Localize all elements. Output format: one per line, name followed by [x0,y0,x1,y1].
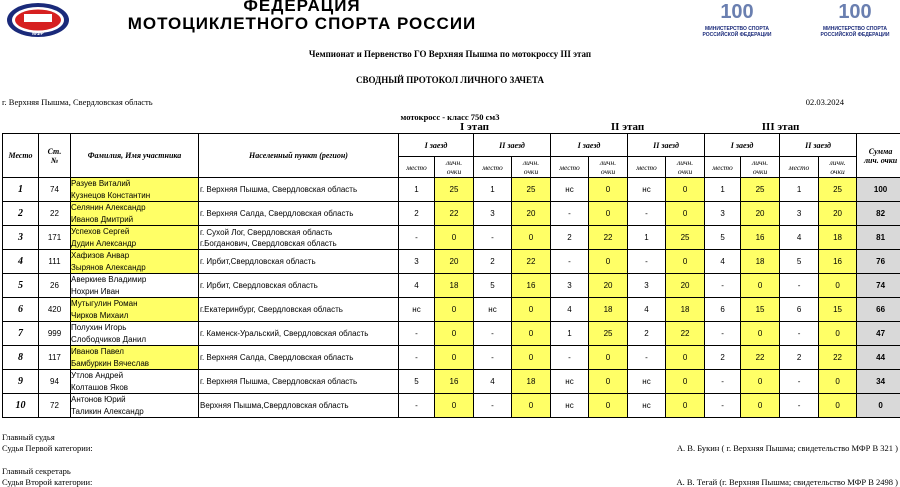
position-cell: 6 [780,298,819,322]
col-points-line-1: личн. [676,158,694,167]
event-city: г. Верхняя Пышма, Свердловская область [2,97,153,107]
position-cell: 3 [474,202,512,226]
total-points-cell: 66 [857,298,900,322]
col-position-header: место [705,157,741,178]
col-town-header: Населенный пункт (регион) [199,134,399,178]
logo-100-caption-2: РОССИЙСКОЙ ФЕДЕРАЦИИ [702,32,772,38]
start-number-cell: 111 [39,250,71,274]
col-name-header: Фамилия, Имя участника [71,134,199,178]
judge-title: Главный судья [2,432,55,442]
points-cell: 15 [819,298,857,322]
position-cell: 1 [551,322,589,346]
start-number-cell: 117 [39,346,71,370]
points-cell: 18 [589,298,628,322]
judge-name: А. В. Букин ( г. Верхняя Пышма; свидетельство МФР В 321 ) [676,443,898,453]
col-start-line-2: № [50,155,59,165]
position-cell: - [705,370,741,394]
logo-left-text: МФР [32,31,44,37]
points-cell: 0 [666,346,705,370]
participant-name: Слободчиков Данил [71,334,147,344]
federation-line-1: ФЕДЕРАЦИЯ [243,0,361,15]
participant-names-cell [71,322,199,346]
position-cell: 1 [780,178,819,202]
town-cell: г. Верхняя Пышма, Свердловская область [199,370,399,394]
table-row [3,322,900,346]
points-cell: 0 [741,274,780,298]
position-cell: 3 [780,202,819,226]
points-cell: 16 [435,370,474,394]
points-cell: 18 [741,250,780,274]
position-cell: 1 [399,178,435,202]
col-points-line-2: очки [677,167,693,176]
start-number-cell: 999 [39,322,71,346]
points-cell: 0 [741,370,780,394]
mfr-logo [6,2,70,38]
position-cell: 5 [399,370,435,394]
table-row [3,346,900,370]
logo-100-number: 100 [720,1,754,23]
points-cell: 0 [512,322,551,346]
position-cell: 5 [705,226,741,250]
participant-names-cell [71,250,199,274]
participant-names-cell [71,226,199,250]
col-points-header [512,157,551,178]
points-cell: 0 [435,394,474,418]
points-cell: 22 [741,346,780,370]
col-place-header: Место [3,134,39,178]
position-cell: нс [474,298,512,322]
participant-name: Иванов Дмитрий [71,214,134,224]
points-cell: 0 [666,370,705,394]
stage-3-header: III этап [761,121,800,133]
championship-title: Чемпионат и Первенство ГО Верхняя Пышма по мотокроссу III этап [308,49,592,59]
position-cell: - [628,346,666,370]
heat-header: I заезд [705,134,780,157]
logo-100-number: 100 [838,1,872,23]
heat-header: II заезд [474,134,551,157]
position-cell: 4 [780,226,819,250]
participant-name: Дудин Александр [71,238,137,248]
participant-names-cell [71,202,199,226]
position-cell: - [628,250,666,274]
participant-name: Нохрин Иван [71,286,120,296]
points-cell: 0 [512,394,551,418]
col-points-line-1: личн. [522,158,540,167]
col-points-line-1: личн. [445,158,463,167]
points-cell: 20 [666,274,705,298]
total-points-cell: 0 [857,394,900,418]
heat-header: II заезд [628,134,705,157]
points-cell: 0 [819,370,857,394]
start-number-cell: 74 [39,178,71,202]
points-cell: 0 [741,322,780,346]
position-cell: нс [628,370,666,394]
participant-name: Утлов Андрей [71,371,124,380]
ministry-100-logo [820,1,890,39]
place-cell: 8 [3,346,39,370]
participant-names-cell [71,394,199,418]
protocol-title: СВОДНЫЙ ПРОТОКОЛ ЛИЧНОГО ЗАЧЕТА [355,75,545,85]
participant-name: Полухин Игорь [71,323,127,332]
town-cell: г. Каменск-Уральский, Свердловская область [199,322,399,346]
points-cell: 0 [512,226,551,250]
position-cell: 5 [780,250,819,274]
position-cell: - [399,226,435,250]
table-row [3,202,900,226]
logo-100-caption [820,26,890,38]
col-sum-line-2: лич. очки [863,155,898,165]
points-cell: 0 [589,346,628,370]
points-cell: 0 [666,202,705,226]
col-points-line-2: очки [600,167,616,176]
col-points-line-2: очки [830,167,845,176]
position-cell: 6 [705,298,741,322]
place-cell: 4 [3,250,39,274]
participant-name: Селянин Александр [71,203,146,212]
total-points-cell: 100 [857,178,900,202]
federation-line-2: МОТОЦИКЛЕТНОГО СПОРТА РОССИИ [127,14,477,33]
participant-name: Бамбуркин Вячеслав [71,358,150,368]
stage-2-header: II этап [610,121,645,133]
points-cell: 0 [589,202,628,226]
secretary-title: Главный секретарь [2,466,71,476]
event-date: 02.03.2024 [805,97,844,107]
col-start-header [39,134,71,178]
points-cell: 25 [435,178,474,202]
participant-names-cell [71,274,199,298]
position-cell: - [705,274,741,298]
position-cell: 3 [705,202,741,226]
col-points-line-1: личн. [751,158,769,167]
participant-name: Хафизов Анвар [71,251,130,260]
position-cell: 3 [551,274,589,298]
participant-names-cell [71,346,199,370]
logo-100-caption-2: РОССИЙСКОЙ ФЕДЕРАЦИИ [820,32,890,38]
position-cell: - [551,346,589,370]
judge-category: Судья Первой категории: [2,443,93,453]
points-cell: 25 [819,178,857,202]
participant-names-cell [71,370,199,394]
col-points-header [435,157,474,178]
position-cell: 1 [705,178,741,202]
participant-name: Колташов Яков [71,382,129,392]
position-cell: 4 [628,298,666,322]
col-points-line-1: личн. [829,158,846,167]
points-cell: 0 [666,250,705,274]
points-cell: 16 [819,250,857,274]
total-points-cell: 81 [857,226,900,250]
points-cell: 0 [589,394,628,418]
table-row [3,394,900,418]
points-cell: 20 [741,202,780,226]
table-row [3,298,900,322]
col-sum-line-1: Сумма [868,146,893,156]
points-cell: 0 [589,250,628,274]
page-header [0,0,900,40]
points-cell: 0 [435,298,474,322]
points-cell: 0 [435,322,474,346]
town-cell: г. Верхняя Салда, Свердловская область [199,346,399,370]
logo-100-caption-1: МИНИСТЕРСТВО СПОРТА [822,26,888,32]
col-points-line-2: очки [523,167,539,176]
points-cell: 0 [819,274,857,298]
participant-name: Антонов Юрий [71,395,126,404]
position-cell: - [705,394,741,418]
start-number-cell: 72 [39,394,71,418]
table-row [3,178,900,202]
position-cell: 2 [705,346,741,370]
heat-header: I заезд [551,134,628,157]
participant-name: Таликин Александр [71,406,144,416]
table-row [3,226,900,250]
place-cell: 1 [3,178,39,202]
total-points-cell: 76 [857,250,900,274]
points-cell: 22 [666,322,705,346]
points-cell: 25 [741,178,780,202]
position-cell: - [474,322,512,346]
total-points-cell: 82 [857,202,900,226]
town-cell: г. Ирбит,Свердловская область [199,250,399,274]
place-cell: 6 [3,298,39,322]
points-cell: 20 [435,250,474,274]
participant-name: Зырянов Александр [71,262,146,272]
position-cell: нс [551,178,589,202]
total-points-cell: 44 [857,346,900,370]
points-cell: 25 [589,322,628,346]
points-cell: 0 [741,394,780,418]
points-cell: 15 [741,298,780,322]
table-row [3,250,900,274]
points-cell: 0 [512,346,551,370]
position-cell: 4 [705,250,741,274]
position-cell: 2 [399,202,435,226]
position-cell: 2 [474,250,512,274]
position-cell: 3 [399,250,435,274]
col-start-line-1: Ст. [47,146,62,156]
participant-name: Успехов Сергей [71,227,130,236]
participant-name: Иванов Павел [71,347,124,356]
place-cell: 9 [3,370,39,394]
points-cell: 18 [435,274,474,298]
participant-name: Чирков Михаил [71,310,129,320]
table-row [3,370,900,394]
position-cell: 4 [399,274,435,298]
points-cell: 18 [512,370,551,394]
points-cell: 0 [435,346,474,370]
col-position-header: место [551,157,589,178]
total-points-cell: 34 [857,370,900,394]
secretary-category: Судья Второй категории: [2,477,93,487]
results-table [2,121,900,418]
points-cell: 20 [512,202,551,226]
position-cell: 2 [780,346,819,370]
position-cell: 2 [551,226,589,250]
town-cell: Верхняя Пышма,Свердловская область [199,394,399,418]
col-points-header [819,157,857,178]
points-cell: 0 [589,178,628,202]
points-cell: 22 [512,250,551,274]
points-cell: 0 [589,370,628,394]
position-cell: - [780,394,819,418]
position-cell: нс [399,298,435,322]
col-points-header [741,157,780,178]
start-number-cell: 94 [39,370,71,394]
position-cell: - [399,346,435,370]
points-cell: 25 [666,226,705,250]
position-cell: - [551,250,589,274]
position-cell: - [474,394,512,418]
position-cell: - [780,370,819,394]
position-cell: нс [628,394,666,418]
points-cell: 0 [819,322,857,346]
position-cell: 1 [474,178,512,202]
town-cell: г. Сухой Лог, Свердловская область г.Богданович, Свердловская область [199,226,399,250]
participant-names-cell [71,178,199,202]
col-points-line-2: очки [752,167,768,176]
town-cell: г. Ирбит, Свердловская область [199,274,399,298]
position-cell: - [474,226,512,250]
federation-title [82,0,522,33]
secretary-name: А. В. Тегай (г. Верхняя Пышма; свидетельство МФР В 2498 ) [676,477,898,487]
points-cell: 20 [589,274,628,298]
position-cell: нс [551,394,589,418]
table-row [3,274,900,298]
position-cell: 4 [474,370,512,394]
start-number-cell: 420 [39,298,71,322]
start-number-cell: 22 [39,202,71,226]
race-class: мотокросс - класс 750 см3 [400,112,500,122]
points-cell: 0 [435,226,474,250]
position-cell: - [399,394,435,418]
start-number-cell: 26 [39,274,71,298]
logo-100-caption-1: МИНИСТЕРСТВО СПОРТА [704,26,770,32]
col-points-line-1: личн. [599,158,617,167]
position-cell: - [399,322,435,346]
position-cell: 2 [628,322,666,346]
total-points-cell: 74 [857,274,900,298]
col-position-header: место [399,157,435,178]
start-number-cell: 171 [39,226,71,250]
points-cell: 0 [666,394,705,418]
place-cell: 2 [3,202,39,226]
position-cell: нс [551,370,589,394]
position-cell: 4 [551,298,589,322]
col-points-header [666,157,705,178]
position-cell: - [628,202,666,226]
position-cell: - [474,346,512,370]
heat-header: I заезд [399,134,474,157]
points-cell: 22 [435,202,474,226]
col-position-header: место [628,157,666,178]
position-cell: - [780,274,819,298]
town-cell: г.Екатеринбург, Свердловская область [199,298,399,322]
position-cell: - [551,202,589,226]
points-cell: 22 [819,346,857,370]
participant-name: Разуев Виталий [71,179,131,188]
place-cell: 7 [3,322,39,346]
col-sum-header [857,134,900,178]
points-cell: 0 [666,178,705,202]
position-cell: 3 [628,274,666,298]
position-cell: 5 [474,274,512,298]
col-position-header: место [474,157,512,178]
heat-header: II заезд [780,134,857,157]
points-cell: 25 [512,178,551,202]
points-cell: 18 [666,298,705,322]
col-points-line-2: очки [446,167,462,176]
position-cell: - [780,322,819,346]
stage-1-header: I этап [460,121,490,133]
ministry-100-logo [702,1,772,39]
town-cell: г. Верхняя Салда, Свердловская область [199,202,399,226]
points-cell: 0 [512,298,551,322]
participant-name: Аверкиев Владимир [71,275,147,284]
col-position-header: место [780,157,819,178]
points-cell: 20 [819,202,857,226]
town-cell: г. Верхняя Пышма, Свердловская область [199,178,399,202]
participant-name: Кузнецов Константин [71,190,151,200]
logo-100-caption [702,26,772,38]
participant-names-cell [71,298,199,322]
position-cell: - [705,322,741,346]
participant-name: Мутыгулин Роман [71,299,138,308]
points-cell: 18 [819,226,857,250]
position-cell: 1 [628,226,666,250]
points-cell: 16 [512,274,551,298]
place-cell: 10 [3,394,39,418]
total-points-cell: 47 [857,322,900,346]
place-cell: 3 [3,226,39,250]
points-cell: 0 [819,394,857,418]
position-cell: нс [628,178,666,202]
place-cell: 5 [3,274,39,298]
points-cell: 16 [741,226,780,250]
col-points-header [589,157,628,178]
points-cell: 22 [589,226,628,250]
